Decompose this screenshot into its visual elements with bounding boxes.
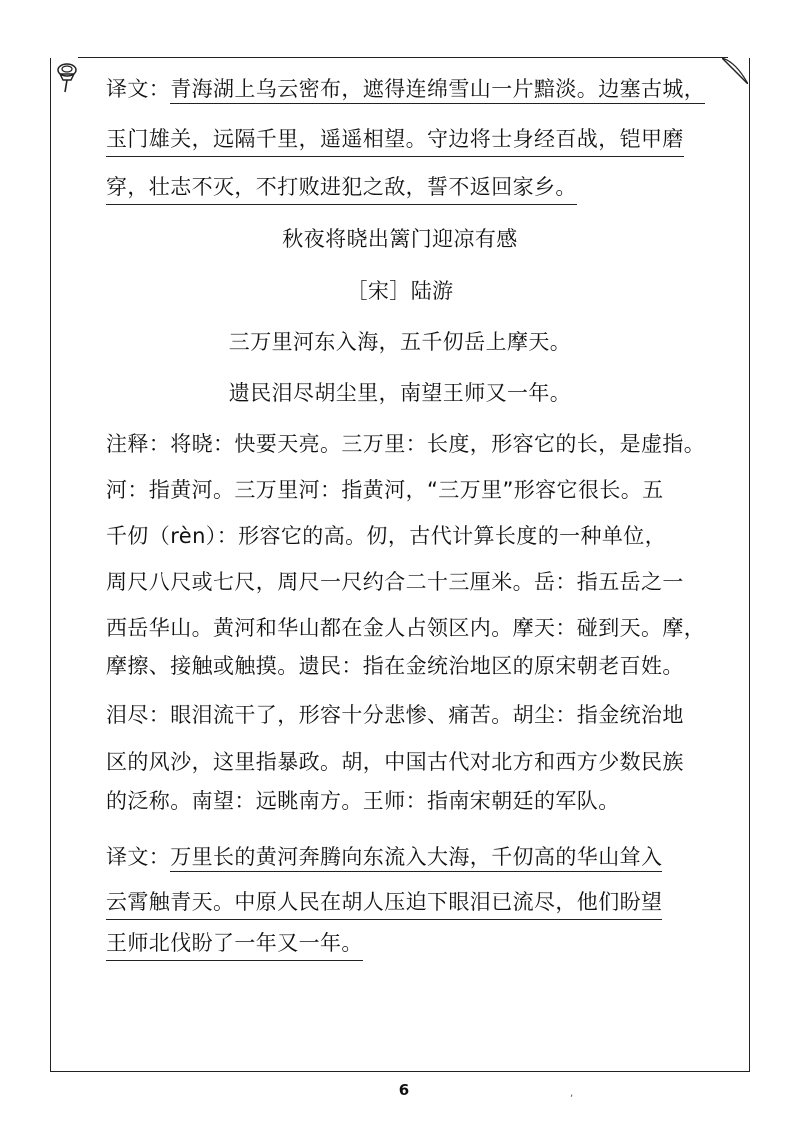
translation2-line-3: 王师北伐盼了一年又一年。 [106, 928, 363, 961]
notes-line-3: 千仞（rèn）：形容它的高。仞，古代计算长度的一种单位， [106, 524, 667, 548]
page-frame-top [78, 57, 728, 58]
notes-line-6: 摩擦、接触或触摸。遗民：指在金统治地区的原宋朝老百姓。 [106, 654, 684, 678]
poem-title: 秋夜将晓出篱门迎凉有感 [282, 227, 518, 251]
translation1-label: 译文： [106, 77, 171, 101]
notes-line-5: 西岳华山。黄河和华山都在金人占领区内。摩天：碰到天。摩， [106, 616, 706, 640]
translation1-line-1 [106, 74, 705, 104]
scan-speck: , [570, 1088, 574, 1099]
translation2-text-1: 万里长的黄河奔腾向东流入大海，千仞高的华山耸入 [170, 845, 662, 872]
translation2-line-2: 云霄触青天。中原人民在胡人压迫下眼泪已流尽，他们盼望 [106, 887, 662, 920]
notes-line-9: 的泛称。南望：远眺南方。王师：指南宋朝廷的军队。 [106, 789, 620, 813]
poem-author: ［宋］陆游 [346, 279, 454, 303]
page-number: 6 [398, 1081, 410, 1099]
translation1-line-2: 玉门雄关，远隔千里，遥遥相望。守边将士身经百战，铠甲磨 [106, 124, 684, 157]
translation1-text-1: 青海湖上乌云密布，遮得连绵雪山一片黯淡。边塞古城， [170, 77, 705, 104]
translation1-line-3: 穿，壮志不灭，不打败进犯之敌，誓不返回家乡。 [106, 172, 577, 205]
pushpin-icon [53, 58, 79, 98]
translation2-label: 译文： [106, 845, 171, 869]
translation2-line-1 [106, 842, 662, 872]
notes-line-1: 注释：将晓：快要天亮。三万里：长度，形容它的长，是虚指。 [106, 432, 706, 456]
notes-line-4: 周尺八尺或七尺，周尺一尺约合二十三厘米。岳：指五岳之一 [106, 570, 684, 594]
notes-line-7: 泪尽：眼泪流干了，形容十分悲惨、痛苦。胡尘：指金统治地 [106, 703, 684, 727]
poem-line-2: 遗民泪尽胡尘里，南望王师又一年。 [228, 381, 572, 405]
page-fold-icon [722, 58, 748, 84]
notes-line-2: 河：指黄河。三万里河：指黄河，“三万里”形容它很长。五 [106, 478, 664, 502]
poem-line-1: 三万里河东入海，五千仞岳上摩天。 [228, 330, 572, 354]
notes-line-8: 区的风沙，这里指暴政。胡，中国古代对北方和西方少数民族 [106, 750, 684, 774]
